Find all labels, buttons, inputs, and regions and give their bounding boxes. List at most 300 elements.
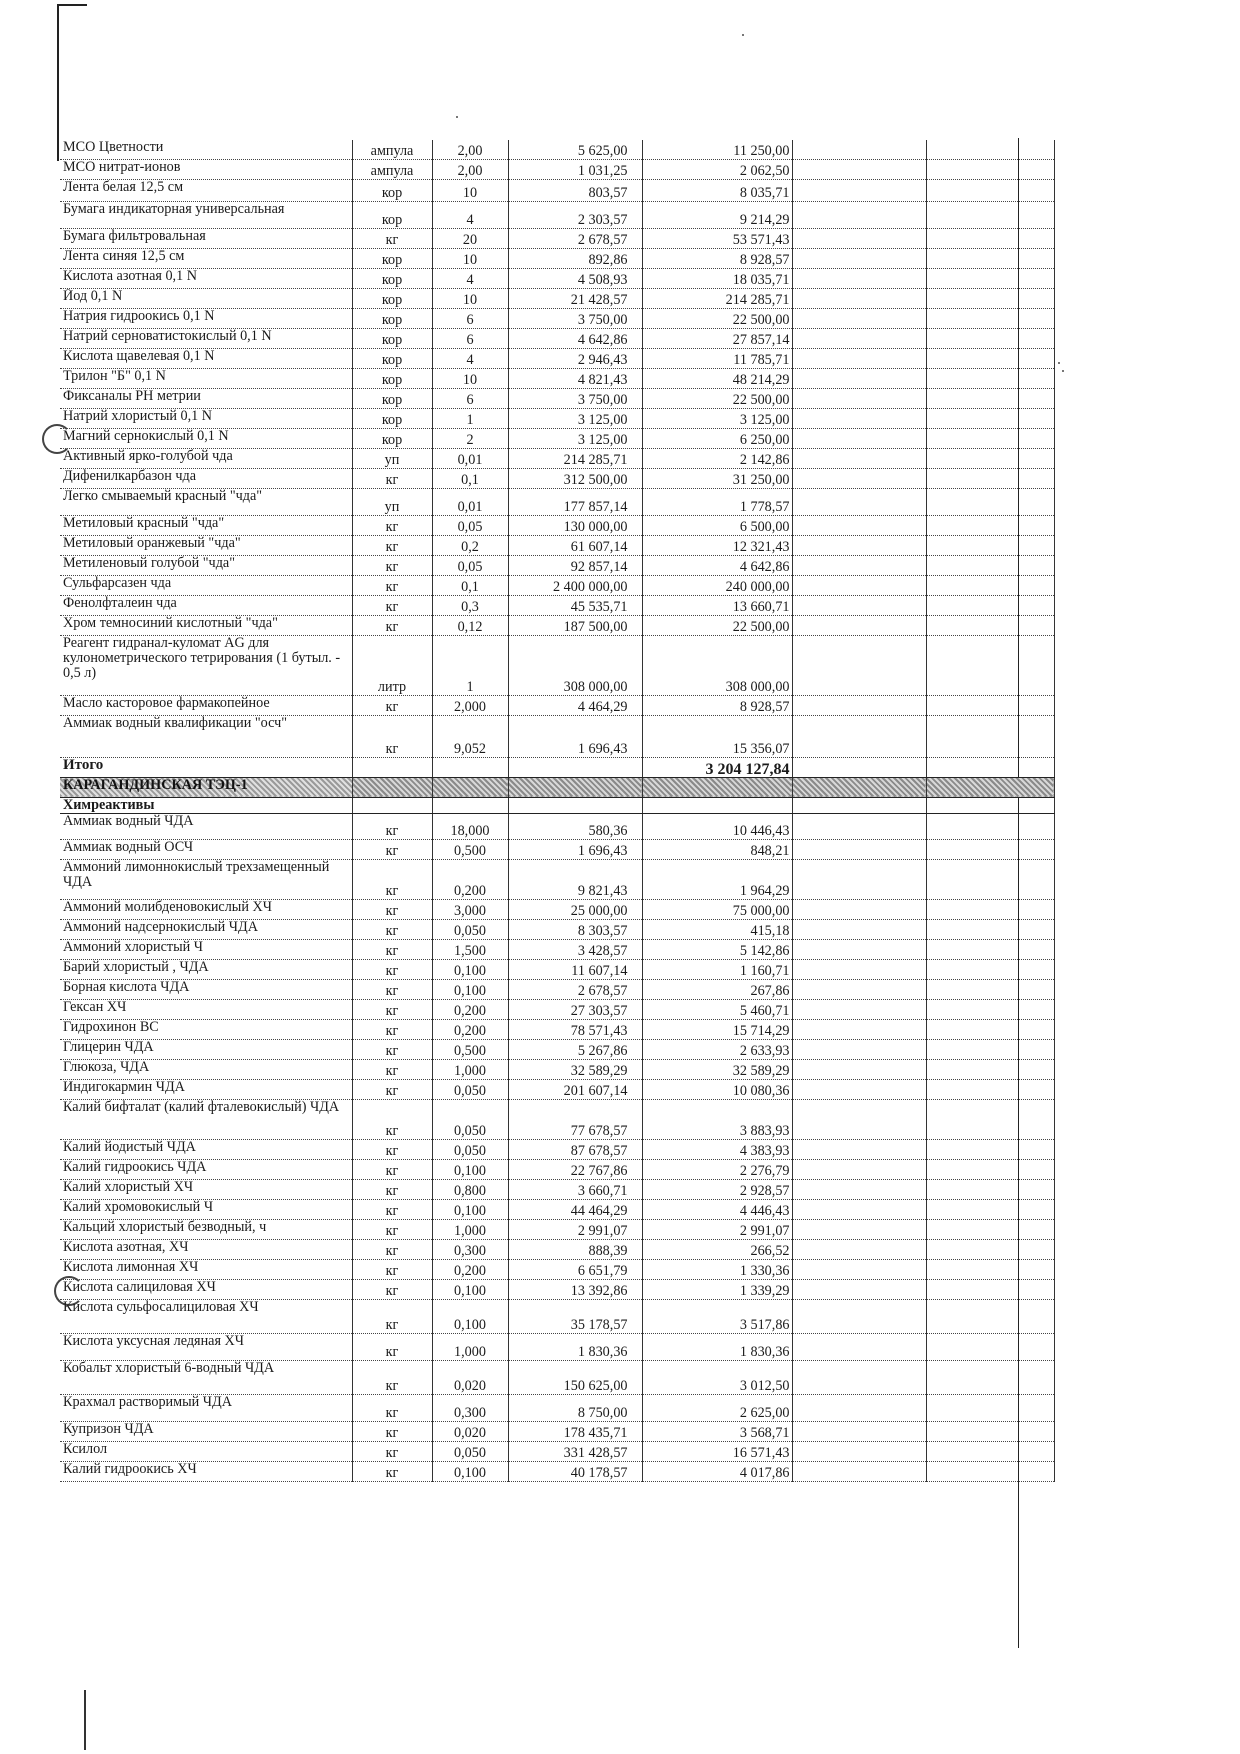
unit-cell: кг [352,839,432,859]
empty-cell [792,1259,926,1279]
table-row [60,159,1054,179]
quantity-cell: 6 [432,308,508,328]
price-cell: 3 750,00 [508,308,642,328]
unit-cell: кг [352,1239,432,1259]
quantity-cell: 0,050 [432,1139,508,1159]
empty-cell [792,777,926,797]
unit-cell: кг [352,919,432,939]
unit-cell: кор [352,428,432,448]
table-row [60,555,1054,575]
empty-cell [792,368,926,388]
empty-cell [926,328,1054,348]
quantity-cell: 0,800 [432,1179,508,1199]
table-row [60,979,1054,999]
quantity-cell: 0,1 [432,468,508,488]
amount-cell: 266,52 [642,1239,792,1259]
empty-cell [792,201,926,228]
quantity-cell: 0,050 [432,1441,508,1461]
item-name-cell: Дифенилкарбазон чда [60,468,352,488]
empty-cell [792,1279,926,1299]
amount-cell: 32 589,29 [642,1059,792,1079]
item-name-cell: Метиленовый голубой "чда" [60,555,352,575]
price-cell: 78 571,43 [508,1019,642,1039]
empty-cell [926,1219,1054,1239]
price-cell: 2 946,43 [508,348,642,368]
table-row [60,448,1054,468]
amount-cell: 16 571,43 [642,1441,792,1461]
price-cell: 11 607,14 [508,959,642,979]
table-row [60,348,1054,368]
table-row [60,228,1054,248]
empty-cell [926,1441,1054,1461]
item-name-cell: МСО нитрат-ионов [60,159,352,179]
unit-cell: кг [352,535,432,555]
table-row [60,1461,1054,1481]
quantity-cell: 0,05 [432,555,508,575]
table-row [60,308,1054,328]
empty-cell [926,468,1054,488]
table-row [60,1159,1054,1179]
amount-cell: 8 928,57 [642,695,792,715]
price-cell: 3 750,00 [508,388,642,408]
empty-cell [926,535,1054,555]
empty-cell [792,1461,926,1481]
amount-cell: 3 125,00 [642,408,792,428]
price-cell: 87 678,57 [508,1139,642,1159]
page-corner-mark [57,4,87,161]
quantity-cell: 0,050 [432,1079,508,1099]
amount-cell: 10 446,43 [642,813,792,839]
item-name-cell: Кальций хлористый безводный, ч [60,1219,352,1239]
unit-cell: кг [352,1394,432,1421]
scan-speck [1062,370,1064,372]
page-edge-mark [84,1690,86,1750]
quantity-cell [432,757,508,777]
empty-cell [926,1461,1054,1481]
price-cell [508,797,642,813]
price-cell: 25 000,00 [508,899,642,919]
empty-cell [792,1360,926,1394]
quantity-cell: 2,00 [432,140,508,159]
unit-cell: кг [352,468,432,488]
item-name-cell: Ксилол [60,1441,352,1461]
quantity-cell: 1,000 [432,1333,508,1360]
table-row [60,408,1054,428]
empty-cell [792,797,926,813]
table-row [60,1394,1054,1421]
unit-cell: кор [352,268,432,288]
table-row [60,1219,1054,1239]
table-row [60,899,1054,919]
unit-cell: кг [352,1159,432,1179]
empty-cell [926,1179,1054,1199]
price-cell: 3 125,00 [508,408,642,428]
empty-cell [926,1059,1054,1079]
empty-cell [792,575,926,595]
table-row [60,1039,1054,1059]
unit-cell: кг [352,1299,432,1333]
unit-cell: уп [352,488,432,515]
item-name-cell: Аммоний лимоннокислый трехзамещенный ЧДА [60,859,352,899]
price-cell: 5 625,00 [508,140,642,159]
item-name-cell: Калий гидроокись ХЧ [60,1461,352,1481]
empty-cell [792,1099,926,1139]
empty-cell [926,428,1054,448]
item-name-cell: Аммиак водный ОСЧ [60,839,352,859]
empty-cell [926,159,1054,179]
table-row [60,595,1054,615]
quantity-cell: 0,100 [432,1279,508,1299]
empty-cell [792,1079,926,1099]
quantity-cell: 1 [432,408,508,428]
empty-cell [926,1333,1054,1360]
empty-cell [792,388,926,408]
item-name-cell: Фиксаналы PH метрии [60,388,352,408]
table-row [60,1259,1054,1279]
unit-cell: кг [352,1219,432,1239]
item-name-cell: Калий гидроокись ЧДА [60,1159,352,1179]
table-row [60,813,1054,839]
item-name-cell: Аммиак водный ЧДА [60,813,352,839]
item-name-cell: Кислота азотная 0,1 N [60,268,352,288]
amount-cell: 18 035,71 [642,268,792,288]
unit-cell: кг [352,859,432,899]
quantity-cell: 0,200 [432,999,508,1019]
empty-cell [792,1139,926,1159]
price-cell: 44 464,29 [508,1199,642,1219]
amount-cell: 4 446,43 [642,1199,792,1219]
price-cell: 8 750,00 [508,1394,642,1421]
unit-cell: кг [352,1333,432,1360]
empty-cell [792,757,926,777]
amount-cell: 48 214,29 [642,368,792,388]
empty-cell [926,979,1054,999]
empty-cell [926,308,1054,328]
item-name-cell: Кислота азотная, ХЧ [60,1239,352,1259]
unit-cell: кг [352,555,432,575]
empty-cell [792,1441,926,1461]
price-cell: 5 267,86 [508,1039,642,1059]
quantity-cell: 0,3 [432,595,508,615]
unit-cell: кор [352,368,432,388]
price-cell: 177 857,14 [508,488,642,515]
empty-cell [926,179,1054,201]
empty-cell [926,268,1054,288]
amount-cell: 53 571,43 [642,228,792,248]
table-row [60,575,1054,595]
empty-cell [792,999,926,1019]
amount-cell: 9 214,29 [642,201,792,228]
quantity-cell: 10 [432,248,508,268]
price-cell: 2 400 000,00 [508,575,642,595]
unit-cell: кг [352,1360,432,1394]
amount-cell: 3 883,93 [642,1099,792,1139]
quantity-cell: 6 [432,388,508,408]
price-cell: 13 392,86 [508,1279,642,1299]
empty-cell [792,248,926,268]
price-cell: 27 303,57 [508,999,642,1019]
item-name-cell: Химреактивы [60,797,352,813]
item-name-cell: Сульфарсазен чда [60,575,352,595]
empty-cell [926,515,1054,535]
table-row [60,1099,1054,1139]
unit-cell: кг [352,575,432,595]
empty-cell [926,757,1054,777]
empty-cell [926,1394,1054,1421]
amount-cell: 1 339,29 [642,1279,792,1299]
amount-cell: 12 321,43 [642,535,792,555]
empty-cell [926,635,1054,695]
amount-cell: 2 991,07 [642,1219,792,1239]
empty-cell [926,813,1054,839]
amount-cell: 22 500,00 [642,388,792,408]
quantity-cell: 2 [432,428,508,448]
empty-cell [926,797,1054,813]
table-row [60,288,1054,308]
quantity-cell: 0,2 [432,535,508,555]
item-name-cell: МСО Цветности [60,140,352,159]
price-cell [508,777,642,797]
amount-cell: 1 830,36 [642,1333,792,1360]
item-name-cell: Аммиак водный квалификации "осч" [60,715,352,757]
unit-cell: кг [352,715,432,757]
empty-cell [792,1239,926,1259]
amount-cell: 31 250,00 [642,468,792,488]
price-cell: 9 821,43 [508,859,642,899]
price-cell: 4 642,86 [508,328,642,348]
empty-cell [926,1079,1054,1099]
unit-cell [352,757,432,777]
empty-cell [792,1159,926,1179]
table-row [60,839,1054,859]
table-row [60,615,1054,635]
subsection-header-row [60,797,1054,813]
price-cell: 45 535,71 [508,595,642,615]
item-name-cell: Кислота сульфосалициловая ХЧ [60,1299,352,1333]
amount-cell: 8 035,71 [642,179,792,201]
empty-cell [926,1159,1054,1179]
table-row [60,1421,1054,1441]
amount-cell: 10 080,36 [642,1079,792,1099]
quantity-cell: 0,200 [432,1019,508,1039]
empty-cell [926,595,1054,615]
quantity-cell [432,797,508,813]
empty-cell [792,268,926,288]
price-cell: 21 428,57 [508,288,642,308]
empty-cell [926,348,1054,368]
quantity-cell: 4 [432,268,508,288]
amount-cell: 4 383,93 [642,1139,792,1159]
empty-cell [792,448,926,468]
empty-cell [792,813,926,839]
item-name-cell: Трилон "Б" 0,1 N [60,368,352,388]
empty-cell [926,288,1054,308]
empty-cell [792,468,926,488]
total-row [60,757,1054,777]
price-cell: 888,39 [508,1239,642,1259]
unit-cell: кг [352,1441,432,1461]
table-row [60,515,1054,535]
quantity-cell: 18,000 [432,813,508,839]
price-cell: 308 000,00 [508,635,642,695]
item-name-cell: Аммоний надсернокислый ЧДА [60,919,352,939]
unit-cell: уп [352,448,432,468]
scan-speck [1058,362,1060,364]
amount-cell: 6 250,00 [642,428,792,448]
item-name-cell: Фенолфталеин чда [60,595,352,615]
price-cell: 35 178,57 [508,1299,642,1333]
unit-cell: кг [352,1461,432,1481]
price-cell: 1 830,36 [508,1333,642,1360]
item-name-cell: Хром темносиний кислотный "чда" [60,615,352,635]
price-cell: 92 857,14 [508,555,642,575]
empty-cell [792,1219,926,1239]
item-name-cell: Глицерин ЧДА [60,1039,352,1059]
item-name-cell: Натрия гидроокись 0,1 N [60,308,352,328]
table-row [60,635,1054,695]
empty-cell [926,1199,1054,1219]
price-cell: 8 303,57 [508,919,642,939]
empty-cell [926,368,1054,388]
quantity-cell: 0,100 [432,1299,508,1333]
empty-cell [926,1299,1054,1333]
unit-cell: кг [352,1279,432,1299]
price-cell: 150 625,00 [508,1360,642,1394]
quantity-cell: 9,052 [432,715,508,757]
table-row [60,1279,1054,1299]
item-name-cell: Легко смываемый красный "чда" [60,488,352,515]
empty-cell [792,535,926,555]
unit-cell: кг [352,228,432,248]
unit-cell: кг [352,1421,432,1441]
item-name-cell: Купризон ЧДА [60,1421,352,1441]
quantity-cell: 0,020 [432,1360,508,1394]
table-row [60,428,1054,448]
unit-cell: кг [352,1079,432,1099]
quantity-cell: 2,00 [432,159,508,179]
table-row [60,1333,1054,1360]
table-row [60,959,1054,979]
unit-cell: кг [352,1059,432,1079]
empty-cell [926,575,1054,595]
price-cell: 32 589,29 [508,1059,642,1079]
empty-cell [792,348,926,368]
unit-cell: кг [352,1099,432,1139]
item-name-cell: Гексан ХЧ [60,999,352,1019]
empty-cell [926,201,1054,228]
price-cell: 3 428,57 [508,939,642,959]
item-name-cell: КАРАГАНДИНСКАЯ ТЭЦ-1 [60,777,352,797]
empty-cell [926,859,1054,899]
quantity-cell: 0,100 [432,1199,508,1219]
amount-cell: 848,21 [642,839,792,859]
table-row [60,1299,1054,1333]
amount-cell: 214 285,71 [642,288,792,308]
item-name-cell: Итого [60,757,352,777]
empty-cell [926,695,1054,715]
item-name-cell: Калий хромовокислый Ч [60,1199,352,1219]
empty-cell [926,1259,1054,1279]
price-cell: 580,36 [508,813,642,839]
empty-cell [792,488,926,515]
item-name-cell: Кислота щавелевая 0,1 N [60,348,352,368]
empty-cell [792,428,926,448]
empty-cell [792,1421,926,1441]
quantity-cell: 0,500 [432,1039,508,1059]
table-row [60,1199,1054,1219]
unit-cell: кор [352,201,432,228]
amount-cell: 27 857,14 [642,328,792,348]
amount-cell: 6 500,00 [642,515,792,535]
unit-cell [352,797,432,813]
empty-cell [792,408,926,428]
empty-cell [792,635,926,695]
quantity-cell: 1,500 [432,939,508,959]
quantity-cell: 10 [432,179,508,201]
amount-cell: 2 633,93 [642,1039,792,1059]
table-row [60,939,1054,959]
amount-cell: 4 642,86 [642,555,792,575]
item-name-cell: Метиловый красный "чда" [60,515,352,535]
empty-cell [926,448,1054,468]
unit-cell: кг [352,979,432,999]
price-cell: 2 991,07 [508,1219,642,1239]
item-name-cell: Масло касторовое фармакопейное [60,695,352,715]
empty-cell [926,1239,1054,1259]
price-cell: 2 678,57 [508,979,642,999]
price-cell: 178 435,71 [508,1421,642,1441]
quantity-cell: 10 [432,368,508,388]
table-row [60,201,1054,228]
amount-cell: 1 964,29 [642,859,792,899]
quantity-cell: 0,050 [432,1099,508,1139]
empty-cell [926,1099,1054,1139]
amount-cell: 3 568,71 [642,1421,792,1441]
empty-cell [926,715,1054,757]
table-row [60,999,1054,1019]
empty-cell [926,899,1054,919]
amount-cell: 2 142,86 [642,448,792,468]
empty-cell [792,328,926,348]
item-name-cell: Реагент гидранал-куломат AG для кулонометрического тетрирования (1 бутыл. - 0,5 л) [60,635,352,695]
amount-cell [642,777,792,797]
empty-cell [792,228,926,248]
empty-cell [926,839,1054,859]
amount-cell: 2 062,50 [642,159,792,179]
table-row [60,328,1054,348]
empty-cell [792,159,926,179]
empty-cell [792,179,926,201]
unit-cell: кор [352,308,432,328]
quantity-cell: 0,05 [432,515,508,535]
unit-cell: кг [352,515,432,535]
price-cell: 77 678,57 [508,1099,642,1139]
amount-cell: 3 012,50 [642,1360,792,1394]
item-name-cell: Кислота салициловая ХЧ [60,1279,352,1299]
quantity-cell: 6 [432,328,508,348]
table-row [60,1079,1054,1099]
table-row [60,388,1054,408]
price-cell: 2 303,57 [508,201,642,228]
empty-cell [792,1059,926,1079]
price-cell: 4 508,93 [508,268,642,288]
unit-cell: кор [352,288,432,308]
price-cell: 312 500,00 [508,468,642,488]
item-name-cell: Барий хлористый , ЧДА [60,959,352,979]
price-cell: 40 178,57 [508,1461,642,1481]
quantity-cell: 0,01 [432,448,508,468]
unit-cell: кг [352,959,432,979]
